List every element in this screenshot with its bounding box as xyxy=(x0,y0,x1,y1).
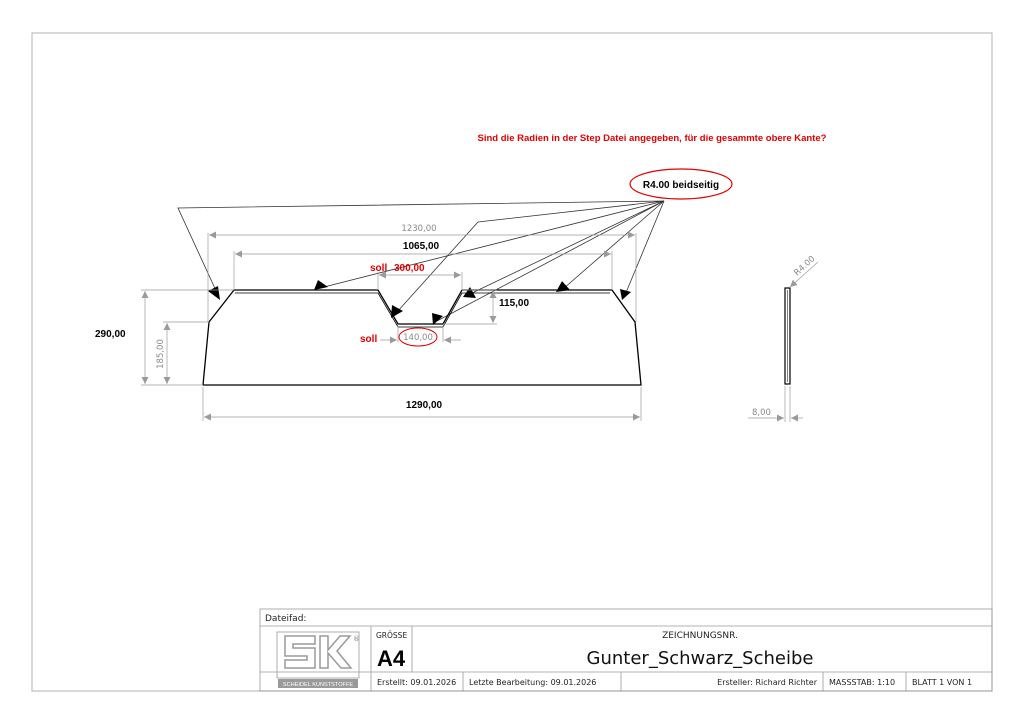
dim-total-height: 290,00 xyxy=(95,329,126,340)
dim-bottom-width: 1290,00 xyxy=(405,400,443,411)
groesse-value: A4 xyxy=(377,646,406,671)
dateipfad-label: Dateifad: xyxy=(265,614,307,624)
question-text: Sind die Radien in der Step Datei angegeben, für die gesammte obere Kante? xyxy=(477,133,827,144)
dim-overall-top-width: 1230,00 xyxy=(401,224,437,234)
drawing-name: Gunter_Schwarz_Scheibe xyxy=(586,648,814,669)
dim-notch-depth: 115,00 xyxy=(499,298,530,309)
dim-side-radius: R4.00 xyxy=(792,254,818,279)
company-logo xyxy=(277,632,360,688)
sheet-border xyxy=(32,33,992,691)
soll-140-prefix: soll xyxy=(360,334,378,345)
dim-notch-bottom-width: 140,00 xyxy=(403,333,433,343)
dim-top-flat-width: 1065,00 xyxy=(402,241,440,252)
groesse-label: GRÖSSE xyxy=(376,631,408,640)
zeichnungsnr-label: ZEICHNUNGSNR. xyxy=(662,631,738,641)
logo-text: SCHEIDEL KUNSTSTOFFE xyxy=(282,682,354,688)
logo-registered: ® xyxy=(353,635,360,643)
blatt: BLATT 1 VON 1 xyxy=(912,678,973,687)
soll-300-prefix: soll xyxy=(370,263,388,274)
dim-thickness: 8,00 xyxy=(752,408,771,418)
radius-note-text: R4.00 beidseitig xyxy=(642,180,720,191)
erstellt-date: Erstellt: 09.01.2026 xyxy=(377,678,457,687)
dimension-lines xyxy=(141,233,818,422)
side-view xyxy=(785,288,790,384)
dim-side-height: 185,00 xyxy=(156,339,166,369)
letzte-bearbeitung: Letzte Bearbeitung: 09.01.2026 xyxy=(469,678,597,687)
ersteller: Ersteller: Richard Richter xyxy=(717,678,817,687)
massstab: MASSSTAB: 1:10 xyxy=(829,678,896,687)
soll-300-value: 300,00 xyxy=(394,263,425,274)
leader-lines xyxy=(178,201,664,321)
